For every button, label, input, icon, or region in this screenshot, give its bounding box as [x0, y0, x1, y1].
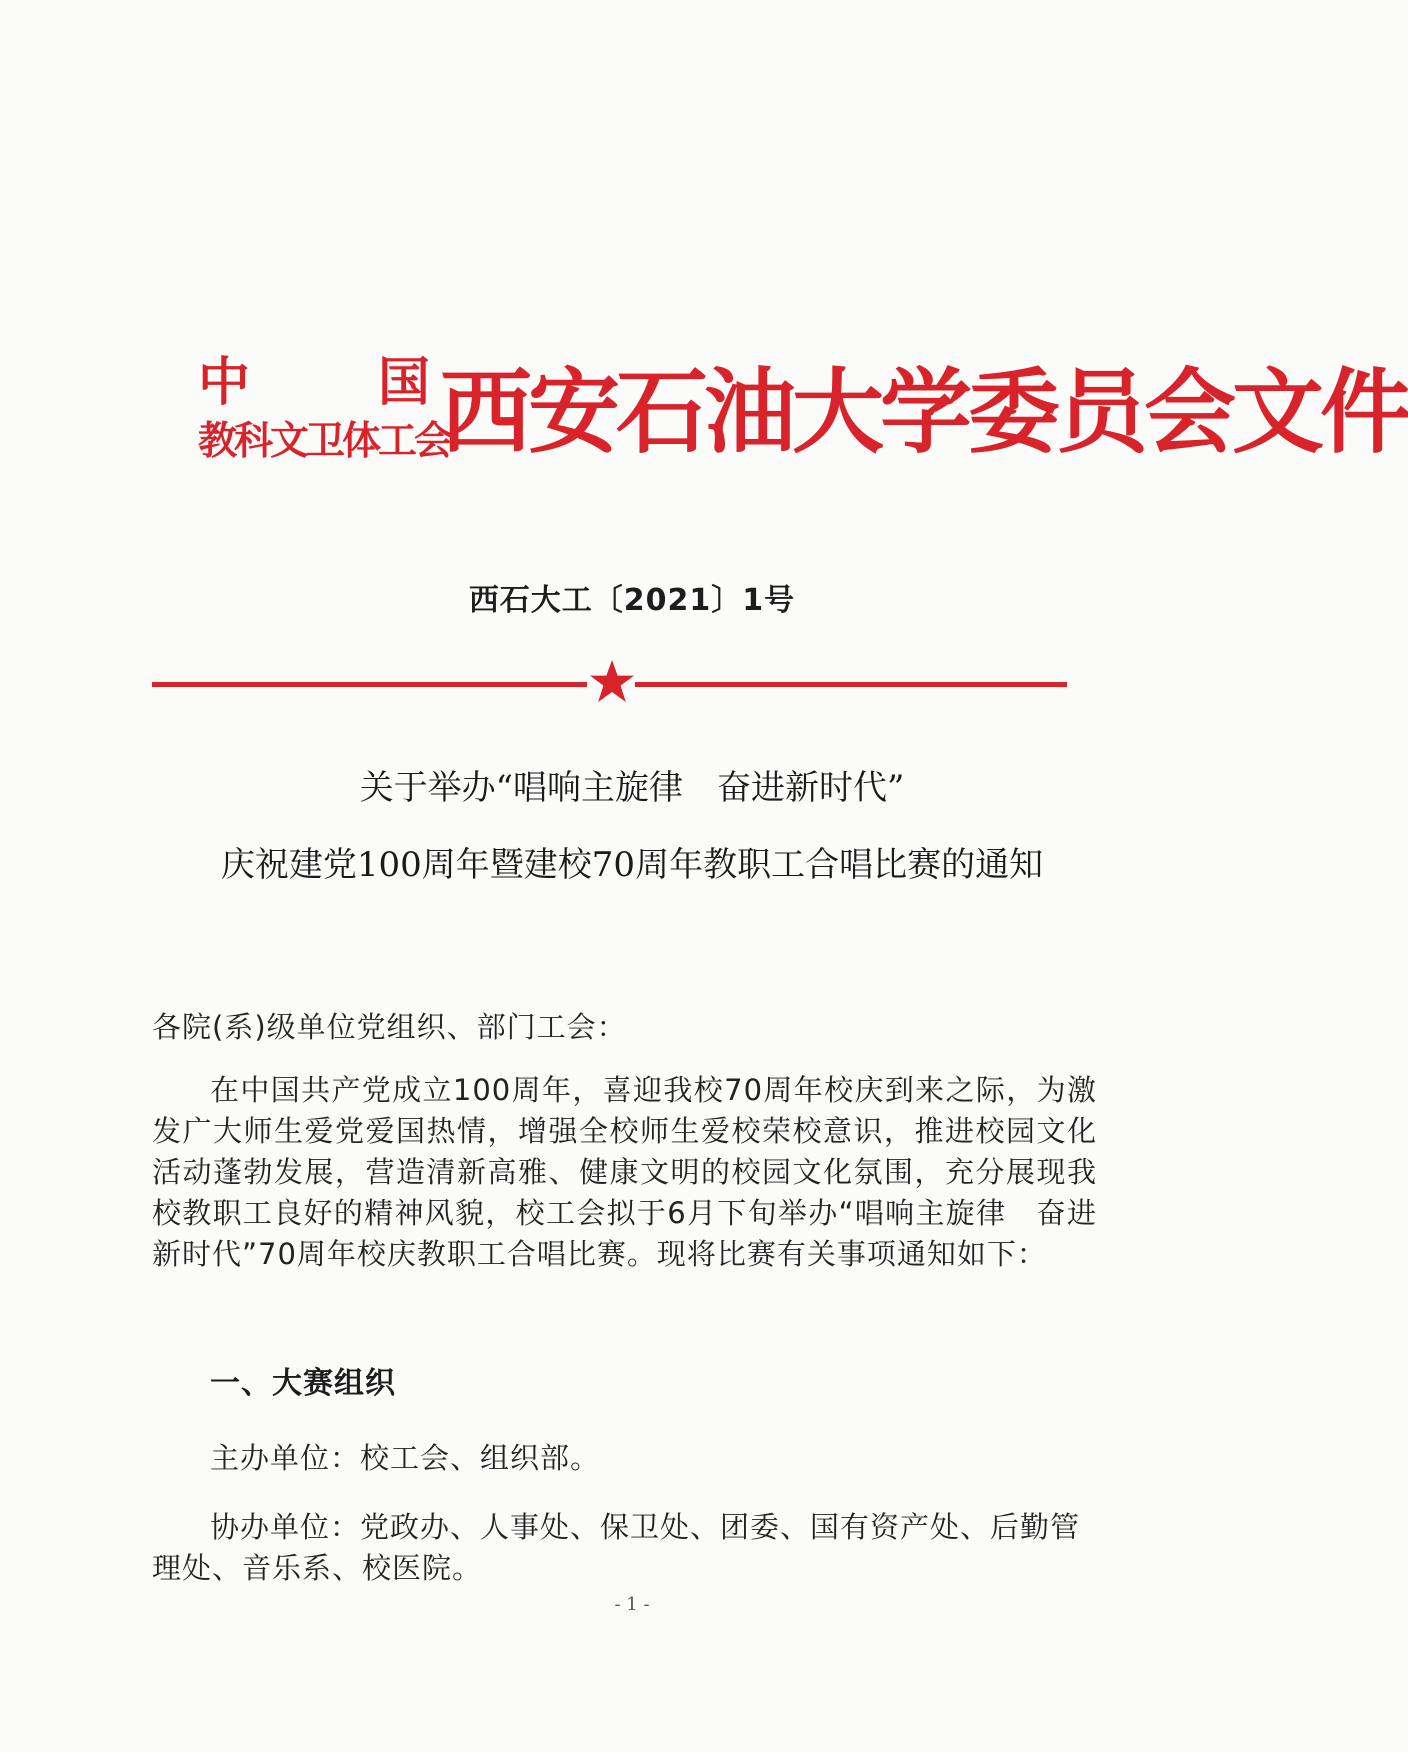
issuer-guo: 国 [377, 352, 430, 413]
section-heading-organization: 一、大赛组织 [210, 1366, 396, 1401]
document-number: 西石大工〔2021〕1号 [468, 583, 796, 618]
red-divider-right [635, 682, 1067, 687]
notice-title-line1: 关于举办“唱响主旋律 奋进新时代” [359, 768, 905, 808]
issuer-zhong: 中 [198, 352, 251, 413]
intro-paragraph: 在中国共产党成立100周年，喜迎我校70周年校庆到来之际，为激发广大师生爱党爱国热情，增强全校师生爱校荣校意识，推进校园文化活动蓬勃发展，营造清新高雅、健康文明的校园文化氛围，充分展现我校教职工良好的精神风貌，校工会拟于6月下旬举办“唱响主旋律 奋进新时代”70周年校庆教职工合唱比赛。现将比赛有关事项通知如下： [152, 1073, 1097, 1271]
issuer-union: 教科文卫体工会 [198, 418, 451, 464]
red-divider-left [152, 682, 587, 687]
salutation: 各院(系)级单位党组织、部门工会： [152, 1010, 627, 1044]
page-number: - 1 - [614, 1594, 650, 1615]
issuer-union-name [198, 352, 451, 475]
cohost-units: 协办单位：党政办、人事处、保卫处、团委、国有资产处、后勤管理处、音乐系、校医院。 [152, 1510, 1081, 1585]
host-units: 主办单位：校工会、组织部。 [210, 1441, 601, 1475]
star-icon [588, 658, 636, 706]
issuer-committee-file: 西安石油大学委员会文件 [440, 358, 1408, 466]
notice-title-line2: 庆祝建党100周年暨建校70周年教职工合唱比赛的通知 [220, 845, 1044, 885]
